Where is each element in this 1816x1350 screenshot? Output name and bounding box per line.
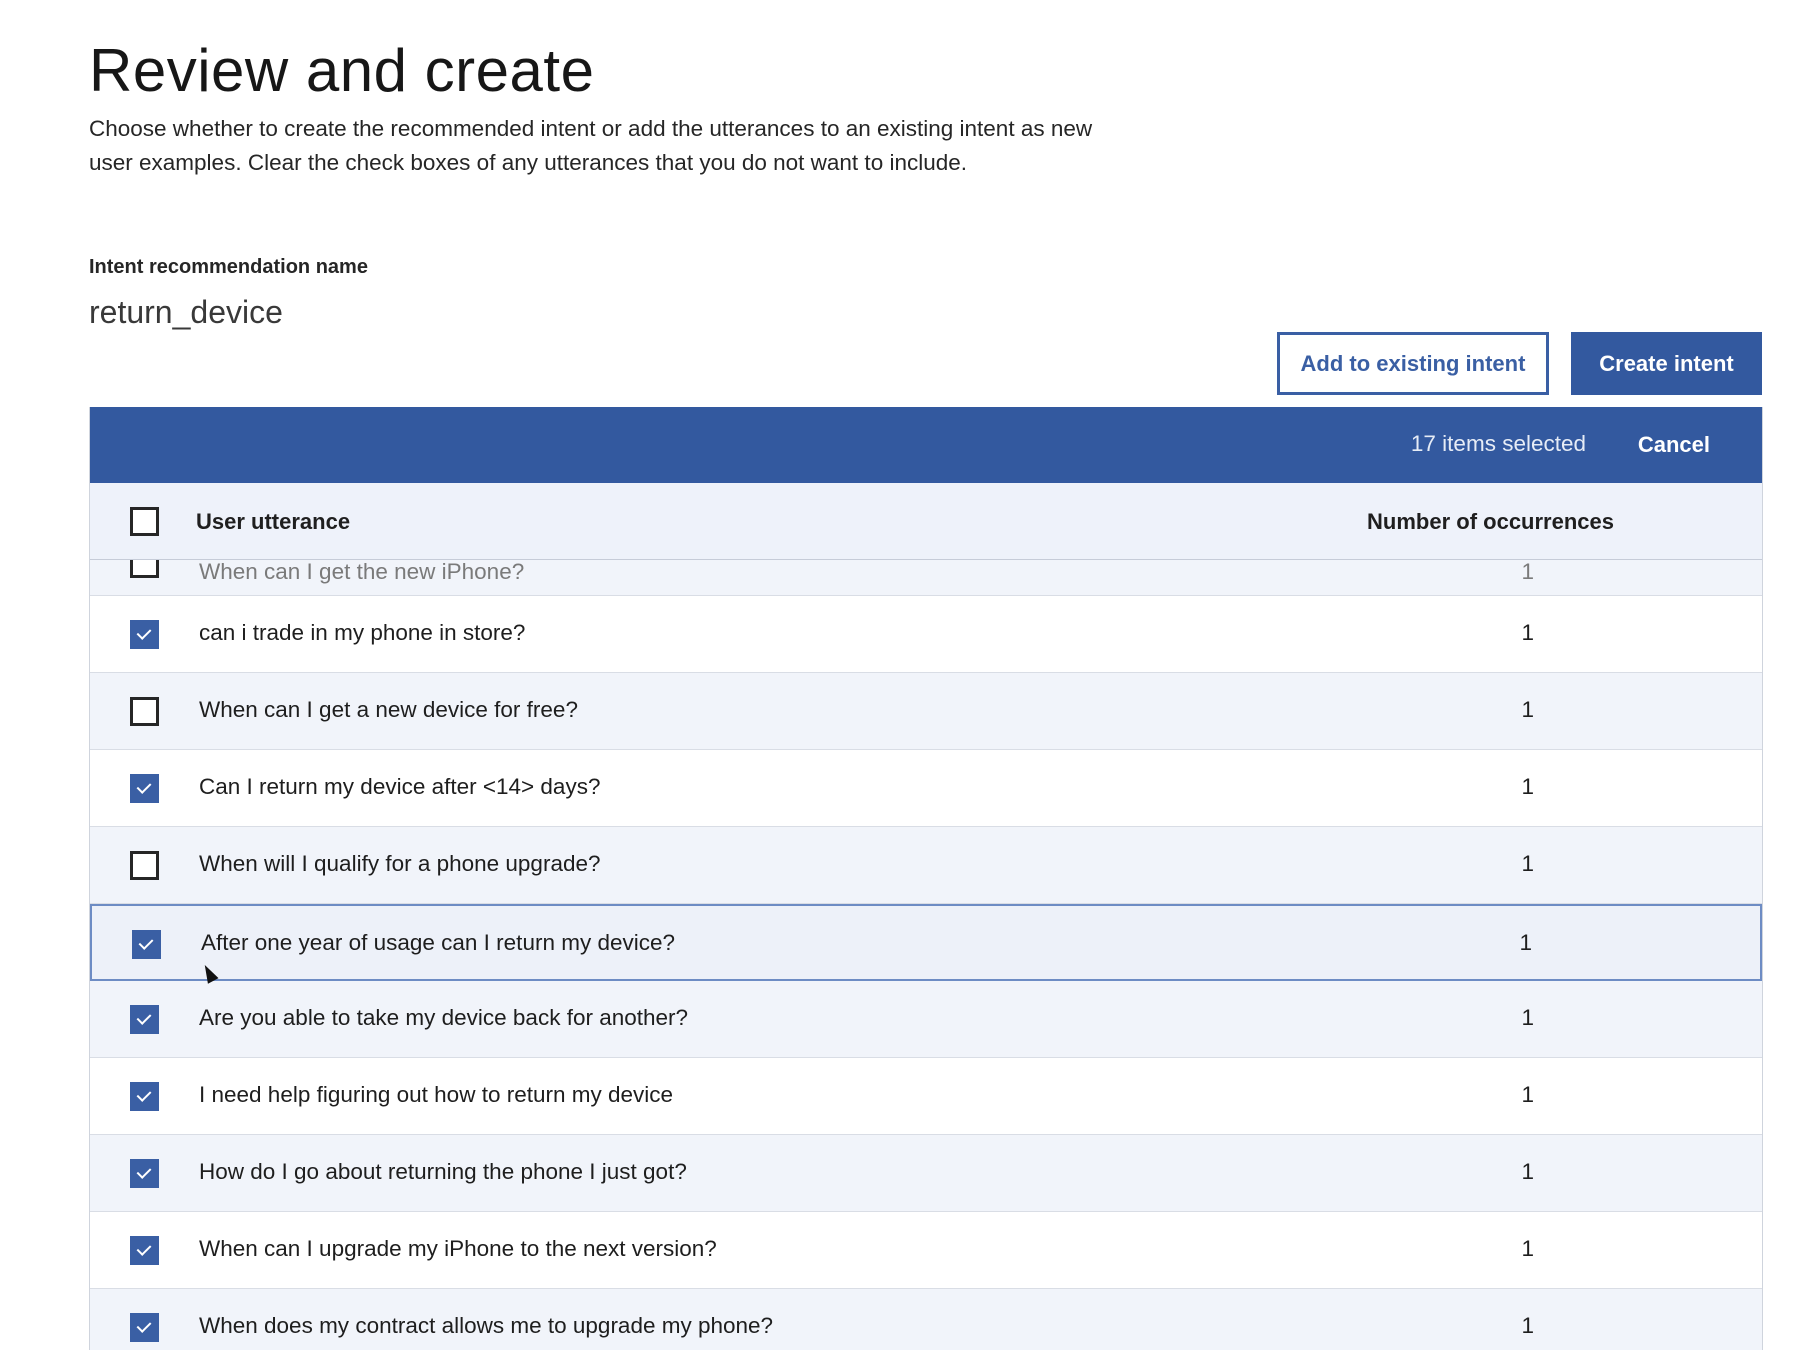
page-title: Review and create: [89, 37, 595, 104]
batch-cancel-button[interactable]: Cancel: [1637, 432, 1710, 457]
row-utterance: How do I go about returning the phone I just got?: [199, 1159, 687, 1184]
row-occurrences: 1: [1519, 930, 1532, 955]
table-row[interactable]: [90, 750, 1762, 827]
batch-action-bar: [90, 407, 1762, 483]
table-row[interactable]: [90, 673, 1762, 750]
row-occurrences: 1: [1521, 1159, 1534, 1184]
row-checkbox[interactable]: [130, 560, 159, 578]
row-checkbox[interactable]: [130, 851, 159, 880]
row-utterance: When can I get a new device for free?: [199, 697, 578, 722]
row-utterance: can i trade in my phone in store?: [199, 620, 526, 645]
row-occurrences: 1: [1521, 697, 1534, 722]
row-occurrences: 1: [1521, 1005, 1534, 1030]
row-utterance: I need help figuring out how to return my device: [199, 1082, 674, 1107]
row-checkbox[interactable]: [130, 697, 159, 726]
row-utterance: When will I qualify for a phone upgrade?: [199, 851, 601, 876]
table-row[interactable]: [90, 827, 1762, 904]
row-occurrences: 1: [1521, 560, 1534, 584]
table-row[interactable]: [90, 1058, 1762, 1135]
utterance-table: [89, 407, 1763, 1350]
table-row-partial[interactable]: [90, 560, 1762, 596]
row-occurrences: 1: [1521, 774, 1534, 799]
add-to-existing-intent-button[interactable]: Add to existing intent: [1277, 332, 1549, 395]
page-description: Choose whether to create the recommended intent or add the utterances to an existing intent as new user examples. Clear the check boxes of any utterances that you do not want to include.: [89, 116, 1093, 175]
row-utterance: When can I upgrade my iPhone to the next version?: [199, 1236, 717, 1261]
row-checkbox-checked[interactable]: [132, 930, 161, 959]
column-header-occurrences[interactable]: Number of occurrences: [1367, 509, 1614, 534]
row-occurrences: 1: [1521, 1313, 1534, 1338]
row-occurrences: 1: [1521, 1236, 1534, 1261]
row-checkbox-checked[interactable]: [130, 1313, 159, 1342]
row-checkbox-checked[interactable]: [130, 774, 159, 803]
table-row[interactable]: [90, 904, 1762, 981]
row-checkbox-checked[interactable]: [130, 620, 159, 649]
row-occurrences: 1: [1521, 1082, 1534, 1107]
intent-recommendation-name: return_device: [89, 294, 283, 330]
intent-recommendation-label: Intent recommendation name: [89, 256, 368, 278]
row-occurrences: 1: [1521, 620, 1534, 645]
table-row[interactable]: [90, 981, 1762, 1058]
row-checkbox-checked[interactable]: [130, 1005, 159, 1034]
row-utterance: After one year of usage can I return my device?: [201, 930, 676, 955]
table-header: [90, 483, 1762, 560]
row-utterance: When can I get the new iPhone?: [199, 560, 525, 584]
table-row[interactable]: [90, 1289, 1762, 1350]
row-utterance: Are you able to take my device back for another?: [199, 1005, 689, 1030]
row-checkbox-checked[interactable]: [130, 1082, 159, 1111]
table-row[interactable]: [90, 1135, 1762, 1212]
table-row[interactable]: [90, 596, 1762, 673]
table-body[interactable]: [90, 560, 1762, 1350]
select-all-checkbox[interactable]: [130, 507, 159, 536]
column-header-utterance[interactable]: User utterance: [196, 509, 351, 534]
row-utterance: When does my contract allows me to upgrade my phone?: [199, 1313, 774, 1338]
items-selected-count: 17 items selected: [1410, 431, 1586, 456]
row-occurrences: 1: [1521, 851, 1534, 876]
row-checkbox-checked[interactable]: [130, 1236, 159, 1265]
row-checkbox-checked[interactable]: [130, 1159, 159, 1188]
create-intent-button[interactable]: Create intent: [1571, 332, 1762, 395]
table-row[interactable]: [90, 1212, 1762, 1289]
row-utterance: Can I return my device after <14> days?: [199, 774, 601, 799]
